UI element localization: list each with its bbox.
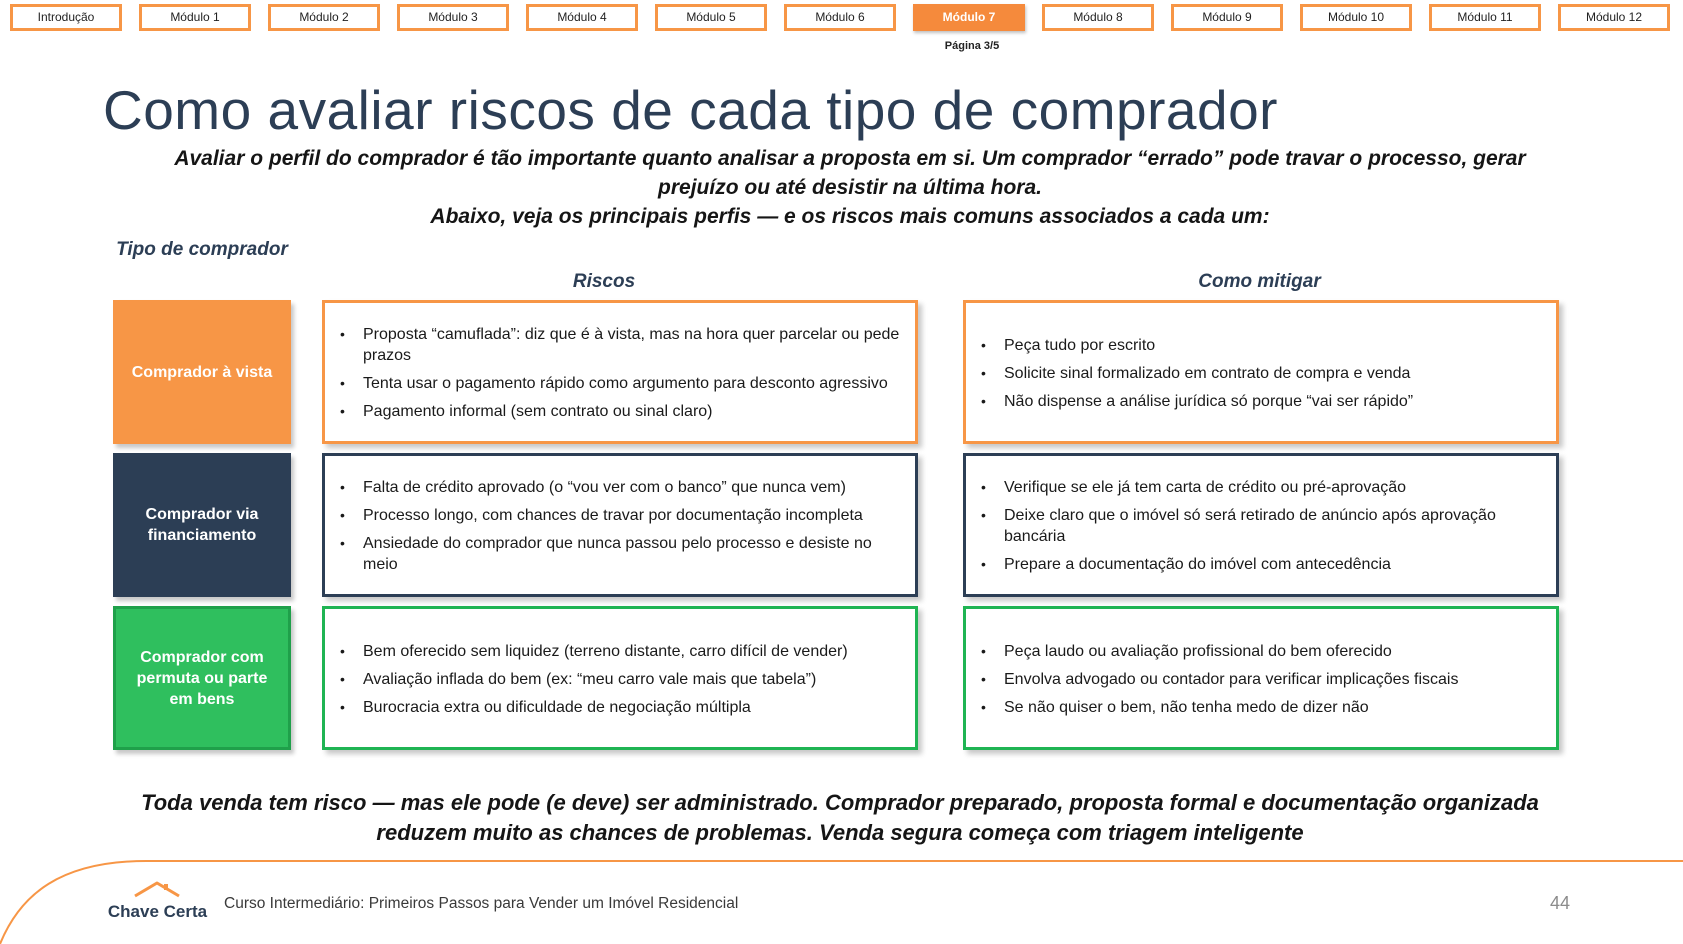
chave-certa-logo [100,880,215,926]
mitigation-box-cash-buyer [963,300,1559,444]
risk-item: • Tenta usar o pagamento rápido como argumento para desconto agressivo [340,375,888,392]
slide-intro [170,144,1530,231]
mitigation-item: • Peça laudo ou avaliação profissional do bem oferecido [981,642,1392,660]
intro-paragraph: Avaliar o perfil do comprador é tão importante quanto analisar a proposta em si. Um comprador “errado” pode travar o processo, gerar prejuízo ou até desistir na última hora. [174,147,1526,199]
bullet-icon: • [981,479,986,495]
tab-modulo-11[interactable]: Módulo 11 [1429,4,1541,31]
risk-item: • Pagamento informal (sem contrato ou sinal claro) [340,403,713,420]
bullet-icon: • [340,507,345,523]
risk-item: • Ansiedade do comprador que nunca passou pelo processo e desiste no meio [340,535,872,573]
mitigation-item: • Envolva advogado ou contador para verificar implicações fiscais [981,670,1459,688]
risk-item: • Proposta “camuflada”: diz que é à vista, mas na hora quer parcelar ou pede prazos [340,326,900,364]
mitigation-box-trade-in-buyer [963,606,1559,750]
module-nav [10,4,1680,32]
bullet-icon: • [340,642,345,659]
bullet-icon: • [340,535,345,551]
bullet-icon: • [340,326,345,342]
risk-item: • Processo longo, com chances de travar por documentação incompleta [340,507,863,524]
header-risks: Riscos [572,271,636,292]
tab-modulo-7[interactable]: Módulo 7 [913,4,1025,31]
row-label-trade-in-buyer: Comprador com permuta ou parte em bens [113,606,291,750]
mitigation-box-financing-buyer [963,453,1559,597]
tab-modulo-4[interactable]: Módulo 4 [526,4,638,31]
risk-item: • Falta de crédito aprovado (o “vou ver com o banco” que nunca vem) [340,479,846,496]
bullet-icon: • [981,670,986,687]
risks-box-financing-buyer [322,453,918,597]
mitigation-item: • Verifique se ele já tem carta de crédito ou pré-aprovação [981,479,1407,496]
mitigation-item: • Prepare a documentação do imóvel com antecedência [981,556,1391,573]
bullet-icon: • [981,336,986,353]
page-indicator: Página 3/5 [944,40,1000,52]
tab-modulo-1[interactable]: Módulo 1 [139,4,251,31]
bullet-icon: • [981,642,986,659]
bullet-icon: • [340,403,345,419]
header-mitigation: Como mitigar [1198,271,1321,292]
risk-item: • Avaliação inflada do bem (ex: “meu carro vale mais que tabela”) [340,670,817,688]
mitigation-item: • Deixe claro que o imóvel só será retirado de anúncio após aprovação bancária [981,507,1496,545]
risks-box-cash-buyer [322,300,918,444]
tab-modulo-10[interactable]: Módulo 10 [1300,4,1412,31]
tab-modulo-5[interactable]: Módulo 5 [655,4,767,31]
mitigation-item: • Se não quiser o bem, não tenha medo de dizer não [981,698,1369,716]
tab-modulo-9[interactable]: Módulo 9 [1171,4,1283,31]
mitigation-item: • Peça tudo por escrito [981,336,1156,354]
bullet-icon: • [340,479,345,495]
row-label-financing-buyer: Comprador via financiamento [113,453,291,597]
bullet-icon: • [981,364,986,381]
bullet-icon: • [981,507,986,523]
mitigation-item: • Solicite sinal formalizado em contrato de compra e venda [981,364,1411,382]
bullet-icon: • [340,698,345,715]
mitigation-item: • Não dispense a análise jurídica só porque “vai ser rápido” [981,392,1414,410]
risk-item: • Burocracia extra ou dificuldade de negociação múltipla [340,698,751,716]
bullet-icon: • [981,556,986,572]
tab-modulo-6[interactable]: Módulo 6 [784,4,896,31]
risk-item: • Bem oferecido sem liquidez (terreno distante, carro difícil de vender) [340,642,848,660]
tab-introducao[interactable]: Introdução [10,4,122,31]
bullet-icon: • [981,392,986,409]
tab-modulo-2[interactable]: Módulo 2 [268,4,380,31]
intro-subline: Abaixo, veja os principais perfis — e os riscos mais comuns associados a cada um: [430,205,1270,228]
course-title: Curso Intermediário: Primeiros Passos para Vender um Imóvel Residencial [224,895,739,912]
page-number: 44 [1549,893,1570,913]
logo-text: Chave Certa [107,902,208,921]
conclusion-text: Toda venda tem risco — mas ele pode (e deve) ser administrado. Comprador preparado, proposta formal e documentação organizada reduzem muito as chances de problemas. Venda segura começa com triagem inteligente [141,790,1539,845]
tab-modulo-8[interactable]: Módulo 8 [1042,4,1154,31]
slide-title: Como avaliar riscos de cada tipo de comprador [103,79,1279,141]
row-label-cash-buyer: Comprador à vista [113,300,291,444]
bullet-icon: • [981,698,986,715]
tab-modulo-12[interactable]: Módulo 12 [1558,4,1670,31]
tab-modulo-3[interactable]: Módulo 3 [397,4,509,31]
risks-box-trade-in-buyer [322,606,918,750]
header-buyer-type: Tipo de comprador [116,239,288,260]
bullet-icon: • [340,375,345,391]
house-roof-icon [132,880,182,900]
bullet-icon: • [340,670,345,687]
